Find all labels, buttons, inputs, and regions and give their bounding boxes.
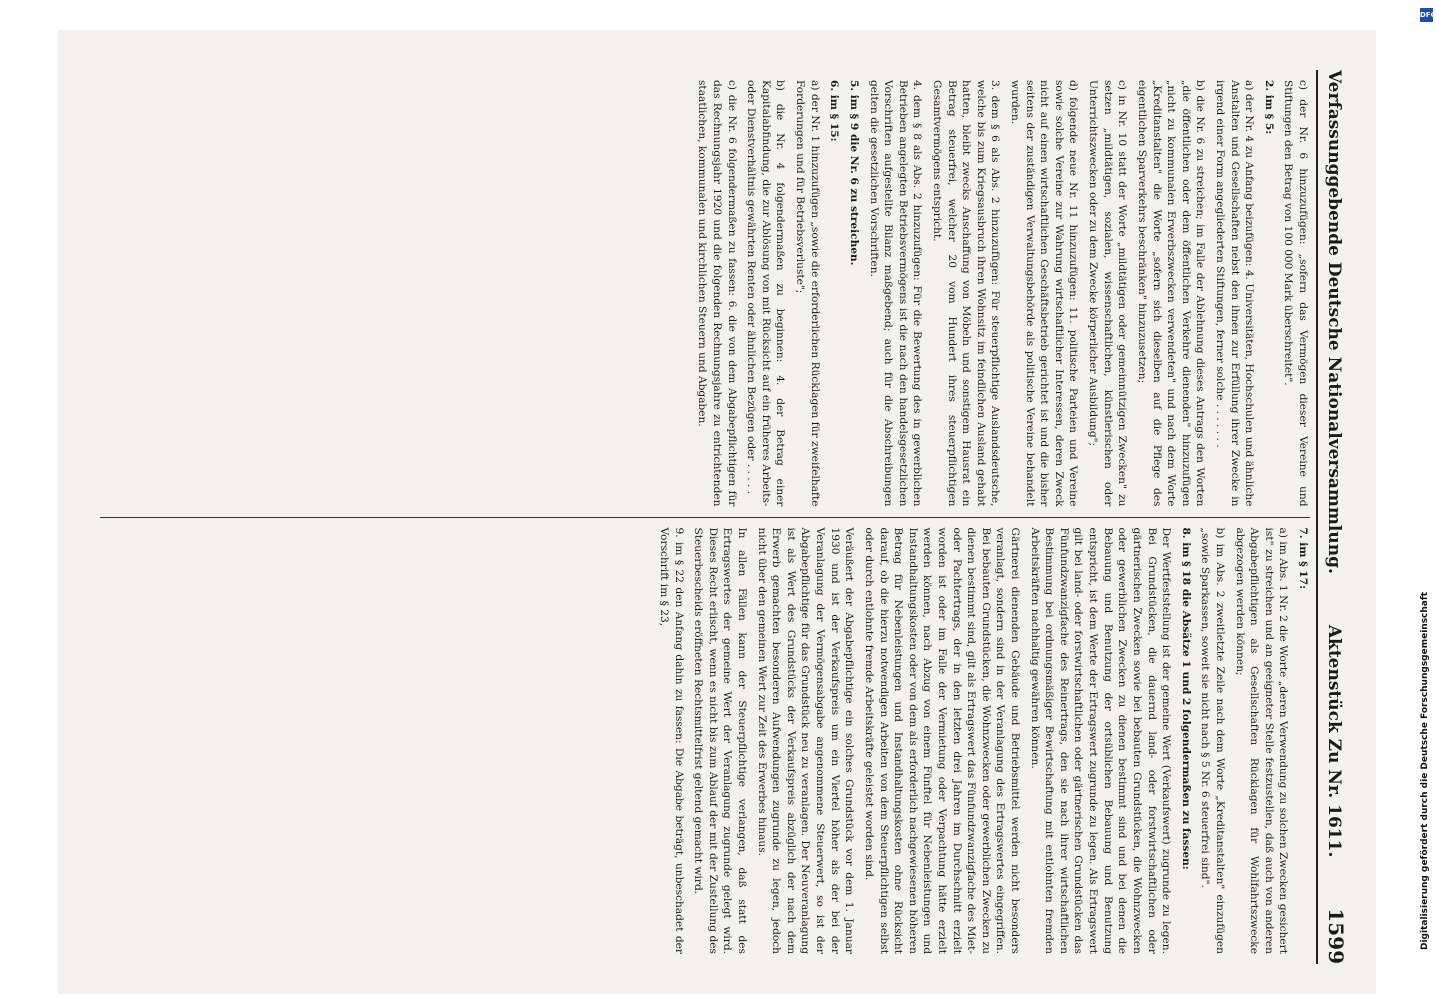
- left-paragraph: 2. im § 5:: [1262, 80, 1275, 135]
- page-number: 1599: [1324, 908, 1348, 964]
- dfg-logo: DFG: [1420, 8, 1433, 22]
- left-paragraph: c) in Nr. 10 statt der Worte „mildtätigen oder gemeinnützigen Zwecken" zu setzen „mildtätigen, sozialen, wissenschaftlichen, künstlerischen oder Unterrichtszwecken oder zu dem Zwecke körperlicher Ausbildung";: [1087, 80, 1129, 507]
- right-paragraph: 9. im § 22 den Anfang dahin zu fassen: Die Abgabe beträgt, unbeschadet der Vorschrift im § 23,: [658, 527, 685, 954]
- right-paragraph: 8. im § 18 die Absätze 1 und 2 folgendermaßen zu fassen:: [1179, 527, 1192, 870]
- right-paragraph: Der Wertfeststellung ist der gemeine Wert (Verkaufswert) zugrunde zu legen. Bei Grundstücken, die dauernd land- oder forstwirtschaftlichen oder gärtnerischen Zwecken sowie bei bebauten Grundstücken, die Wohnzwecken oder gewerblichen Zwecken zu dienen bestimmt sind und bei denen die Bebauung und Benutzung der ortsüblichen Bebauung und Benutzung entspricht, ist dem Werte der Ertragswert zugrunde zu legen. Als Ertragswert gilt bei land- oder forstwirtschaftlichen oder gärtnerischen Grundstücken das Fünfundzwanzigfache des Reinertrags, den sie nach ihrer wirtschaftlichen Bestimmung bei ordnungsmäßiger Bewirtschaftung mit entlohnten fremden Arbeitskräften nachhaltig gewähren können.: [1028, 527, 1173, 954]
- header-rule: [1316, 70, 1318, 964]
- left-paragraph: 6. im § 15:: [828, 80, 841, 142]
- left-paragraph: b) die Nr. 4 folgendermaßen zu beginnen: 4. der Betrag einer Kapitalabfindung, die zur Ablösung von mit Rücksicht auf ein früheres Arbeits- oder Dienstverhältnis gewährten Renten oder ähnlichen Bezügen oder . . . . .: [745, 80, 787, 507]
- left-paragraph: b) die Nr. 6 zu streichen; im Falle der Ablehnung dieses Antrags den Worten „die öffentlichen oder dem öffentlichen Verkehre dienenden" hinzuzufügen „nicht zu kommunalen Erwerbszwecken verwendeten" und nach dem Worte „Kreditanstalten" die Worte „sofern sich dieselben auf die Pflege des eigentlichen Sparverkehrs beschränken" hinzuzusetzen;: [1135, 80, 1207, 507]
- left-paragraph: a) der Nr. 4 zu Anfang beizufügen: 4. Universitäten, Hochschulen und ähnliche Anstalten und Gesellschaften nebst den ihnen zur Erfüllung ihrer Zwecke in irgend einer Form angegliederten Stiftungen, ferner solche . . . . . . .: [1213, 80, 1256, 507]
- left-paragraph: d) folgende neue Nr. 11 hinzuzufügen: 11. politische Parteien und Vereine sowie solche Vereine zur Wahrung wirtschaftlicher Interessen, deren Zweck nicht auf einen wirtschaftlichen Geschäftsbetrieb gerichtet ist und die bisher seitens der zuständigen Verwaltungsbehörde als politische Vereine behandelt wurden.: [1009, 80, 1080, 507]
- right-paragraph: In allen Fällen kann der Steuerpflichtige verlangen, daß statt des Ertragswertes der gemeine Wert der Veranlagung zugrunde gelegt wird. Dieses Recht erlischt, wenn es nicht bis zum Ablauf der mit der Zustellung des Steuerbescheids eröffneten Rechtsmittelfrist geltend gemacht wird.: [692, 527, 749, 954]
- right-paragraph: Gärtnerei dienenden Gebäude und Betriebsmittel werden nicht besonders veranlagt, sondern sind in der Veranlagung des Ertragswertes eingegriffen. Bei bebauten Grundstücken, die Wohnzwecken oder gewerblichen Zwecken zu dienen bestimmt sind, gilt als Ertragswert das Fünfundzwanzigfache des Miet- oder Pachtertrags, der in den letzten drei Jahren im Durchschnitt erzielt worden ist oder im Falle der Vermietung oder Verpachtung hätte erzielt werden können, nach Abzug von einem Fünftel für Nebenleistungen und Instandhaltungskosten oder von dem als erforderlich nachgewiesenen höheren Betrag für Nebenleistungen und Instandhaltungskosten ohne Rücksicht darauf, ob die hierzu notwendigen Arbeiten von dem Steuerpflichtigen selbst oder durch entlohnte fremde Arbeitskräfte geleistet worden sind.: [862, 527, 1022, 954]
- right-paragraph: Veräußert der Abgabepflichtige ein solches Grundstück vor dem 1. Januar 1930 und ist der Verkaufspreis um ein Viertel höher als der bei der Veranlagung der Vermögensabgabe angenommene Steuerwert, so ist der Abgabepflichtige für das Grundstück neu zu veranlagen. Der Neuveranlagung ist als Wert des Grundstücks der Verkaufspreis abzüglich der nach dem Erwerb gemachten besonderen Aufwendungen zugrunde zu legen, jedoch nicht über den gemeinen Wert zur Zeit des Erwerbes hinaus.: [755, 527, 856, 954]
- page-header: [1318, 70, 1348, 964]
- right-column: [100, 518, 1310, 965]
- page-title: Verfassunggebende Deutsche Nationalversammlung.: [1324, 70, 1344, 574]
- right-paragraph: 7. im § 17:: [1297, 527, 1309, 590]
- page-subtitle: Aktenstück Zu Nr. 1611.: [1324, 624, 1344, 858]
- right-paragraph: b) im Abs. 2 zweitletzte Zeile nach dem Worte „Kreditanstalten" einzufügen „sowie Sparkassen, soweit sie nicht nach § 5 Nr. 6 steuerfrei sind".: [1199, 527, 1226, 954]
- scanned-page: [58, 30, 1376, 994]
- left-paragraph: 3. dem § 6 als Abs. 2 hinzuzufügen: Für steuerpflichtige Auslandsdeutsche, welche bis zum Kriegsausbruch ihren Wohnsitz im feindlichen Ausland gehabt hatten, bleibt zwecks Anschaffung von Möbeln und sonstigem Hausrat ein Betrag steuerfrei, welcher 20 vom Hundert ihres steuerpflichtigen Gesamtvermögens entspricht.: [930, 80, 1002, 507]
- right-paragraph: a) im Abs. 1 Nr. 2 die Worte „deren Verwendung zu solchen Zwecken gesichert ist" zu streichen und an geeigneter Stelle festzustellen, daß auch von anderen Abgabepflichtigen als Gesellschaften Rücklagen für Wohlfahrtszwecke abgezogen werden können;: [1233, 527, 1290, 954]
- left-paragraph: 5. im § 9 die Nr. 6 zu streichen.: [847, 80, 860, 266]
- left-paragraph: c) der Nr. 6 hinzuzufügen: „sofern das Vermögen dieser Vereine und Stiftungen den Betrag von 100 000 Mark überschreitet".: [1282, 80, 1309, 507]
- left-paragraph: a) der Nr. 1 hinzuzufügen „sowie die erforderlichen Rücklagen für zweifelhafte Forderungen und für Betriebsverluste";: [794, 80, 821, 507]
- left-column: [100, 70, 1310, 517]
- left-paragraph: c) die Nr. 6 folgendermaßen zu fassen: 6. die von dem Abgabepflichtigen für das Rechnungsjahr 1920 und die folgenden Rechnungsjahre zu entrichtenden staatlichen, kommunalen und kirchlichen Steuern und Abgaben.: [696, 80, 738, 507]
- left-paragraph: 4. dem § 8 als Abs. 2 hinzuzufügen: Für die Bewertung des in gewerblichen Betrieben angelegten Betriebsvermögens ist die nach den handelsgesetzlichen Vorschriften aufgestellte Bilanz maßgebend; auch für die Abschreibungen gelten die gesetzlichen Vorschriften.: [867, 80, 924, 507]
- digitization-note: Digitalisierung gefördert durch die Deutsche Forschungsgemeinschaft: [1420, 591, 1430, 950]
